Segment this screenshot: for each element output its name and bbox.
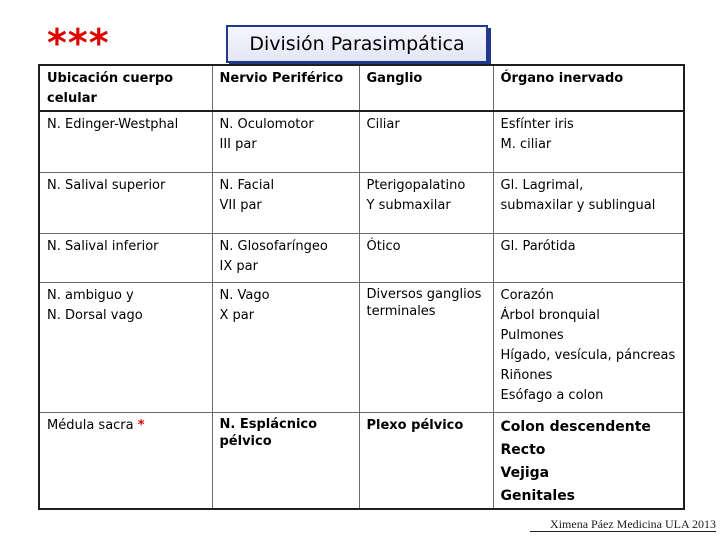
cell-ganglio: Diversos ganglios terminales [359,282,493,412]
stars-marker: *** [47,21,110,65]
cell-organo: Esfínter iris M. ciliar [493,111,684,172]
cell-ubicacion: N. Edinger-Westphal [39,111,212,172]
cell-ubicacion: Médula sacra * [39,412,212,509]
table-row [39,172,684,233]
header-ganglio: Ganglio [359,65,493,111]
parasympathetic-table [38,64,685,510]
header-ubicacion: Ubicación cuerpo celular [39,65,212,111]
cell-ubicacion: N. Salival inferior [39,233,212,282]
cell-nervio: N. Esplácnico pélvico [212,412,359,509]
cell-organo: Gl. Lagrimal, submaxilar y sublingual [493,172,684,233]
header-organo: Órgano inervado [493,65,684,111]
table-header-row [39,65,684,111]
cell-nervio: N. Vago X par [212,282,359,412]
cell-organo: Corazón Árbol bronquial Pulmones Hígado, vesícula, páncreas Riñones Esófago a colon [493,282,684,412]
table-row [39,233,684,282]
cell-nervio: N. Glosofaríngeo IX par [212,233,359,282]
cell-nervio: N. Facial VII par [212,172,359,233]
cell-ganglio: Pterigopalatino Y submaxilar [359,172,493,233]
cell-ganglio: Plexo pélvico [359,412,493,509]
page-title: División Parasimpática [226,25,488,63]
table-row [39,111,684,172]
table-row [39,282,684,412]
footer-credit: Ximena Páez Medicina ULA 2013 [530,517,716,532]
asterisk-marker: * [137,417,145,433]
cell-ganglio: Ótico [359,233,493,282]
cell-organo: Colon descendente Recto Vejiga Genitales [493,412,684,509]
cell-ganglio: Ciliar [359,111,493,172]
table-row [39,412,684,509]
cell-ubicacion: N. Salival superior [39,172,212,233]
cell-nervio: N. Oculomotor III par [212,111,359,172]
header-nervio: Nervio Periférico [212,65,359,111]
cell-ubicacion: N. ambiguo y N. Dorsal vago [39,282,212,412]
cell-organo: Gl. Parótida [493,233,684,282]
